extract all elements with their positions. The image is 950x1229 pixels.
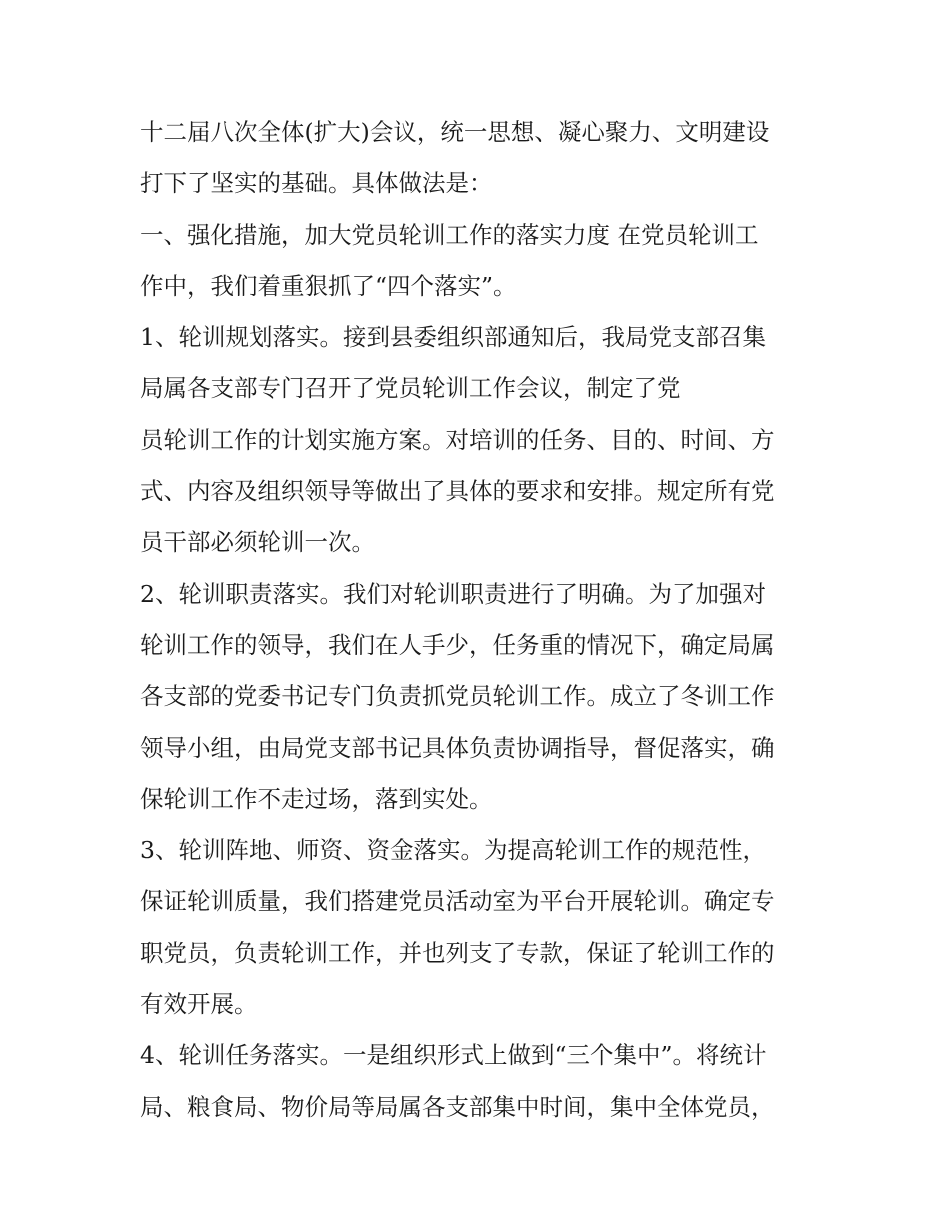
text-line-20: 局、粮食局、物价局等局属各支部集中时间，集中全体党员， — [140, 1092, 775, 1121]
text-line-6: 局属各支部专门召开了党员轮训工作会议，制定了党 — [140, 374, 681, 403]
item-3-start: 3、轮训阵地、师资、资金落实。为提高轮训工作的规范性， — [140, 836, 766, 865]
text-line-7: 员轮训工作的计划实施方案。对培训的任务、目的、时间、方 — [140, 425, 775, 454]
text-line-13: 领导小组，由局党支部书记具体负责协调指导，督促落实，确 — [140, 733, 775, 762]
text-line-2: 打下了坚实的基础。具体做法是： — [140, 169, 493, 198]
text-line-8: 式、内容及组织领导等做出了具体的要求和安排。规定所有党 — [140, 477, 775, 506]
text-line-9: 员干部必须轮训一次。 — [140, 528, 375, 557]
item-4-start: 4、轮训任务落实。一是组织形式上做到“三个集中”。将统计 — [140, 1041, 767, 1070]
text-line-4: 作中，我们着重狠抓了“四个落实”。 — [140, 271, 517, 300]
text-line-1: 十二届八次全体(扩大)会议，统一思想、凝心聚力、文明建设 — [140, 118, 770, 146]
text-line-17: 职党员，负责轮训工作，并也列支了专款，保证了轮训工作的 — [140, 938, 775, 967]
item-1-start: 1、轮训规划落实。接到县委组织部通知后，我局党支部召集 — [140, 323, 766, 352]
body-text — [140, 107, 830, 1133]
text-line-18: 有效开展。 — [140, 990, 258, 1019]
text-line-14: 保轮训工作不走过场，落到实处。 — [140, 784, 493, 813]
text-line-16: 保证轮训质量，我们搭建党员活动室为平台开展轮训。确定专 — [140, 887, 775, 916]
item-2-start: 2、轮训职责落实。我们对轮训职责进行了明确。为了加强对 — [140, 579, 766, 608]
text-line-11: 轮训工作的领导，我们在人手少，任务重的情况下，确定局属 — [140, 630, 775, 659]
text-line-12: 各支部的党委书记专门负责抓党员轮训工作。成立了冬训工作 — [140, 682, 775, 711]
section-heading-1: 一、强化措施，加大党员轮训工作的落实力度 在党员轮训工 — [140, 220, 759, 249]
